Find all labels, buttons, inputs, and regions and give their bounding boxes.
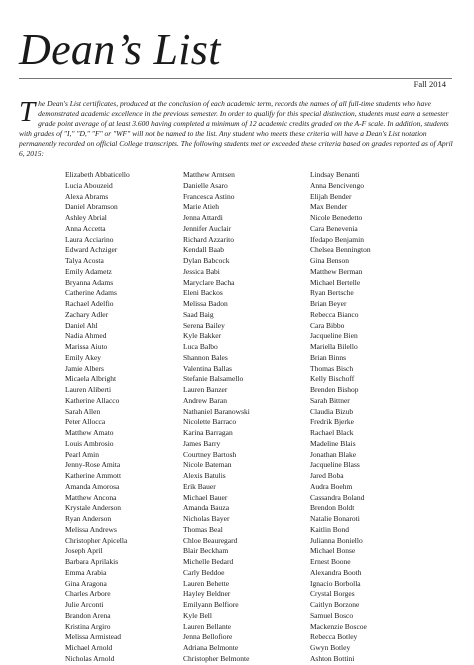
student-name: Bryanna Adams [65, 277, 114, 287]
student-name: Nicole Benedetto [310, 213, 363, 222]
student-name: Crystal Borges [310, 589, 355, 599]
student-name: Michael Bonse [310, 546, 356, 556]
student-name: Blair Beckham [183, 546, 229, 556]
student-name: Lauren Behette [183, 578, 230, 588]
student-name: Max Bender [310, 202, 348, 212]
student-name: Brenden Bishop [310, 385, 359, 394]
student-name: Michelle Bedard [183, 557, 234, 566]
student-name: Jenna Attardi [183, 213, 223, 222]
student-name: Jennifer Auclair [183, 223, 232, 233]
student-name: Julie Arconti [65, 600, 104, 609]
student-name: Laura Acciarino [65, 234, 114, 244]
student-name: Ashton Bottini [310, 653, 355, 663]
student-name: Emily Adametz [65, 266, 112, 276]
student-name: Thomas Beal [183, 524, 223, 534]
student-name: Matthew Arntsen [183, 170, 235, 179]
student-name: Ifedapo Benjamin [310, 234, 364, 244]
student-name: Claudia Bizub [310, 406, 354, 416]
student-name: Andrew Baran [183, 395, 227, 405]
student-name: Matthew Berman [310, 266, 363, 276]
student-name: Kaitlin Bond [310, 524, 349, 534]
student-name: Daniel Abramson [65, 202, 118, 212]
student-name: Nicole Bateman [183, 460, 232, 470]
student-name: Melissa Andrews [65, 524, 117, 534]
student-name: Caitlyn Borzone [310, 600, 360, 609]
student-name: Chelsea Bennington [310, 245, 371, 255]
student-name: Matthew Ancona [65, 492, 117, 502]
student-name: Ryan Bertsche [310, 288, 354, 298]
student-name: Kendall Baab [183, 245, 225, 255]
intro-text: he Dean's List certificates, produced at the conclusion of each academic term, records the names of all full-time students who have demonstrated academic excellence in the previous semester. In order to qualify for this special distinction, students must earn a semester grade point average of at least 3.600 having completed a minimum of 12 academic credits graded on the A-F scale. In addition, students with grades of "I," "D," "F" or "WF" will not be named to the list. Any student who meets these criteria will have a Dean's List notation permanently recorded on official College transcripts. The following students met or exceeded these criteria based on grades reported as of April 6, 2015: [19, 99, 453, 159]
student-name: Marie Atieh [183, 202, 220, 212]
student-name: Nicholas Bayer [183, 514, 230, 523]
student-name: Emilyann Belfiore [183, 600, 239, 609]
student-name: Louis Ambrosio [65, 438, 114, 448]
student-name: Ryan Anderson [65, 514, 112, 523]
names-column-3 [310, 170, 371, 665]
student-name: Melissa Badon [183, 299, 228, 308]
student-name: Kyle Bakker [183, 331, 222, 341]
student-name: Anna Accetta [65, 223, 106, 233]
student-name: Dylan Babcock [183, 256, 230, 265]
student-name: Kyle Bell [183, 610, 212, 620]
student-name: Melissa Armistead [65, 632, 122, 642]
student-name: Samuel Bosco [310, 610, 354, 620]
student-name: Katherine Allacco [65, 395, 120, 405]
student-name: Brendon Boldt [310, 503, 355, 513]
term-label: Fall 2014 [413, 79, 446, 89]
student-name: Richard Azzarito [183, 234, 235, 244]
student-name: Fredrik Bjerke [310, 417, 354, 427]
student-name: Zachary Adler [65, 309, 109, 319]
student-name: Kelly Bischoff [310, 374, 355, 384]
student-name: Anna Bencivengo [310, 180, 364, 190]
student-name: Jared Boba [310, 471, 344, 480]
page-title: Dean’s List [19, 25, 221, 74]
student-name: Cara Bibbo [310, 320, 345, 330]
student-name: Julianna Boniello [310, 535, 363, 545]
student-name: Saad Baig [183, 309, 214, 319]
student-name: Thomas Bisch [310, 363, 354, 373]
student-name: Catherine Adams [65, 288, 117, 298]
student-name: Edward Achziger [65, 245, 118, 255]
names-column-1 [65, 170, 130, 665]
student-name: James Barry [183, 438, 221, 448]
student-name: Matthew Amato [65, 428, 114, 437]
student-name: Courtney Bartosh [183, 449, 237, 459]
student-name: Luca Balbo [183, 342, 218, 351]
student-name: Gwyn Botley [310, 643, 351, 652]
student-name: Michael Arnold [65, 643, 113, 652]
student-name: Ignacio Borbolla [310, 578, 361, 588]
student-name: Jenna Bellofiore [183, 632, 233, 642]
student-name: Maryclare Bacha [183, 277, 235, 287]
student-name: Amanda Bauza [183, 503, 230, 513]
title-divider [19, 78, 452, 79]
student-name: Brian Beyer [310, 299, 347, 308]
student-name: Mariella Bilello [310, 342, 358, 351]
student-name: Cara Benevenia [310, 223, 358, 233]
student-name: Rebecca Bianco [310, 309, 359, 319]
student-name: Lindsay Benanti [310, 170, 360, 179]
student-name: Rachael Black [310, 428, 354, 437]
student-name: Christopher Apicella [65, 535, 128, 545]
student-name: Talya Acosta [65, 256, 104, 265]
student-name: Michael Bertelle [310, 277, 361, 287]
student-name: Elizabeth Abbaticello [65, 170, 130, 179]
student-name: Micaela Albright [65, 374, 117, 384]
student-name: Madeline Blais [310, 438, 356, 448]
student-name: Ashley Abrial [65, 213, 107, 222]
student-name: Adriana Belmonte [183, 643, 239, 652]
student-name: Nicholas Arnold [65, 653, 115, 663]
student-name: Lauren Bellante [183, 621, 232, 631]
student-name: Jamie Albers [65, 363, 104, 373]
student-name: Sarah Bittner [310, 395, 350, 405]
student-name: Danielle Asaro [183, 180, 228, 190]
student-name: Jonathan Blake [310, 449, 357, 459]
student-name: Serena Bailey [183, 320, 225, 330]
student-name: Cassandra Boland [310, 492, 365, 502]
student-name: Nadia Ahmed [65, 331, 107, 341]
student-name: Elijah Bender [310, 191, 352, 201]
student-name: Rebecca Botley [310, 632, 358, 642]
student-name: Daniel Ahl [65, 320, 98, 330]
student-name: Krystale Anderson [65, 503, 122, 513]
student-name: Stefanie Balsamello [183, 374, 244, 384]
student-name: Valentina Ballas [183, 363, 232, 373]
student-name: Nicolette Barraco [183, 417, 237, 427]
student-name: Alexa Abrams [65, 191, 109, 201]
student-name: Ernest Boone [310, 557, 351, 566]
student-name: Jacqueline Blass [310, 460, 360, 470]
student-name: Barbara Aprilakis [65, 557, 119, 566]
student-name: Francesca Astino [183, 191, 235, 201]
student-name: Brian Binns [310, 352, 347, 362]
student-name: Alexis Batulis [183, 471, 226, 480]
student-name: Lauren Aliberti [65, 385, 112, 394]
student-name: Emily Akey [65, 352, 102, 362]
student-name: Amanda Amorosa [65, 481, 120, 491]
student-name: Michael Bauer [183, 492, 228, 502]
student-name: Marissa Aiuto [65, 342, 108, 351]
student-name: Charles Arbore [65, 589, 111, 599]
intro-paragraph [19, 96, 453, 160]
student-name: Jacqueline Bien [310, 331, 358, 341]
student-name: Jessica Babi [183, 266, 220, 276]
student-name: Sarah Allen [65, 406, 101, 416]
student-name: Mackenzie Boscoe [310, 621, 367, 631]
student-name: Shannon Bales [183, 352, 228, 362]
student-name: Brandon Arena [65, 610, 111, 620]
student-name: Jenny-Rose Amita [65, 460, 121, 470]
student-name: Alexandra Booth [310, 567, 362, 577]
student-name: Gina Aragona [65, 578, 107, 588]
student-name: Lucia Abouzeid [65, 180, 113, 190]
student-name: Nathaniel Baranowski [183, 406, 250, 416]
student-name: Joseph April [65, 546, 103, 556]
student-name: Erik Bauer [183, 481, 216, 491]
student-name: Karina Barragan [183, 428, 233, 437]
student-name: Kristina Argiro [65, 621, 111, 631]
student-name: Gina Benson [310, 256, 349, 265]
student-name: Katherine Ammott [65, 471, 122, 480]
student-name: Hayley Beldner [183, 589, 231, 599]
student-name: Lauren Banzer [183, 385, 228, 394]
student-name: Rachael Adelfio [65, 299, 114, 308]
student-name: Pearl Amin [65, 449, 99, 459]
intro-dropcap: T [19, 96, 36, 128]
student-name: Emma Arabia [65, 567, 107, 577]
student-name: Carly Beddoe [183, 567, 225, 577]
student-name: Natalie Bonaroti [310, 514, 360, 523]
names-column-2 [183, 170, 250, 665]
student-name: Audra Boehm [310, 481, 353, 491]
student-name: Christopher Belmonte [183, 653, 250, 663]
student-name: Chloe Beauregard [183, 535, 238, 545]
student-name: Eleni Backos [183, 288, 223, 298]
student-name: Peter Allocca [65, 417, 106, 427]
